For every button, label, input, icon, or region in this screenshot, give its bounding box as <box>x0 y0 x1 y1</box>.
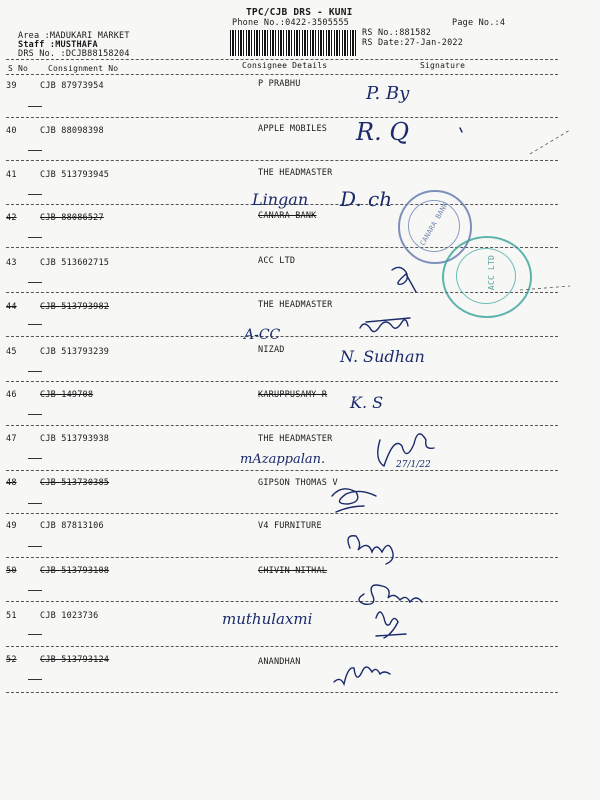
col-sno: S No <box>8 64 29 73</box>
row-42-consignee: CANARA BANK <box>258 211 317 221</box>
row-50-consignee: CHIVIN NITHAL <box>258 566 328 576</box>
drs-number: DRS No. :DCJB88158204 <box>18 49 130 59</box>
acc-stamp-text: ACC LTD <box>487 254 497 291</box>
row-42-consignment: CJB 88086527 <box>40 213 104 223</box>
handwritten-name-row-47: mAzappalan. <box>240 452 326 467</box>
handwritten-date-row-47: 27/1/22 <box>396 460 431 470</box>
signature-row-45: N. Sudhan <box>340 347 425 366</box>
row-44-consignee: THE HEADMASTER <box>258 300 333 310</box>
row-49-consignee: V4 FURNITURE <box>258 521 322 531</box>
row-52-consignee: ANANDHAN <box>258 657 301 667</box>
row-41-consignee: THE HEADMASTER <box>258 168 333 178</box>
row-39-sno: 39 <box>6 81 17 91</box>
handwritten-name-row-41: Lingan <box>252 190 309 209</box>
handwritten-name-row-44: A-CC <box>244 327 281 343</box>
row-47-sno: 47 <box>6 434 17 444</box>
sheet-title: TPC/CJB DRS - KUNI <box>246 7 353 18</box>
row-43-consignment: CJB 513602715 <box>40 258 110 268</box>
signature-row-46: K. S <box>350 393 384 412</box>
row-46-consignment: CJB 149708 <box>40 390 94 400</box>
row-45-consignee: NIZAD <box>258 345 285 355</box>
row-46-consignee: KARUPPUSAMY R <box>258 390 328 400</box>
col-consignee: Consignee Details <box>242 61 328 70</box>
row-48-consignment: CJB 513730385 <box>40 478 110 488</box>
area-label: Area :MADUKARI MARKET <box>18 31 130 41</box>
signature-row-39: P. By <box>366 83 410 104</box>
row-52-sno: 52 <box>6 655 17 665</box>
col-signature: Signature <box>420 61 466 70</box>
signature-row-41: D. ch <box>340 187 393 211</box>
signature-row-40: R. Q <box>356 118 410 146</box>
row-44-sno: 44 <box>6 302 17 312</box>
row-40-consignment: CJB 88098398 <box>40 126 104 136</box>
phone-number: Phone No.:0422-3505555 <box>232 18 349 28</box>
rs-number: RS No.:881582 <box>362 28 432 38</box>
row-46-sno: 46 <box>6 390 17 400</box>
row-48-sno: 48 <box>6 478 17 488</box>
col-consignment: Consignment No <box>48 64 119 73</box>
row-44-consignment: CJB 513793982 <box>40 302 110 312</box>
handwritten-name-row-51: muthulaxmi <box>222 610 313 628</box>
row-39-consignment: CJB 87973954 <box>40 81 104 91</box>
rs-date: RS Date:27-Jan-2022 <box>362 38 464 48</box>
row-42-sno: 42 <box>6 213 17 223</box>
row-41-sno: 41 <box>6 170 17 180</box>
staff-label: Staff :MUSTHAFA <box>18 40 98 50</box>
row-40-sno: 40 <box>6 126 17 136</box>
row-47-consignment: CJB 513793938 <box>40 434 110 444</box>
row-51-sno: 51 <box>6 611 17 621</box>
row-39-consignee: P PRABHU <box>258 79 301 89</box>
row-52-consignment: CJB 513793124 <box>40 655 110 665</box>
row-40-consignee: APPLE MOBILES <box>258 124 328 134</box>
row-41-consignment: CJB 513793945 <box>40 170 110 180</box>
bank-stamp-text: CANARA BANK <box>418 200 450 248</box>
row-51-consignment: CJB 1023736 <box>40 611 99 621</box>
row-50-consignment: CJB 513793108 <box>40 566 110 576</box>
row-45-sno: 45 <box>6 347 17 357</box>
row-49-sno: 49 <box>6 521 17 531</box>
row-50-sno: 50 <box>6 566 17 576</box>
page-number: Page No.:4 <box>452 18 506 28</box>
row-43-consignee: ACC LTD <box>258 256 296 266</box>
row-43-sno: 43 <box>6 258 17 268</box>
row-48-consignee: GIPSON THOMAS V <box>258 478 338 488</box>
row-49-consignment: CJB 87813106 <box>40 521 104 531</box>
row-45-consignment: CJB 513793239 <box>40 347 110 357</box>
row-47-consignee: THE HEADMASTER <box>258 434 333 444</box>
